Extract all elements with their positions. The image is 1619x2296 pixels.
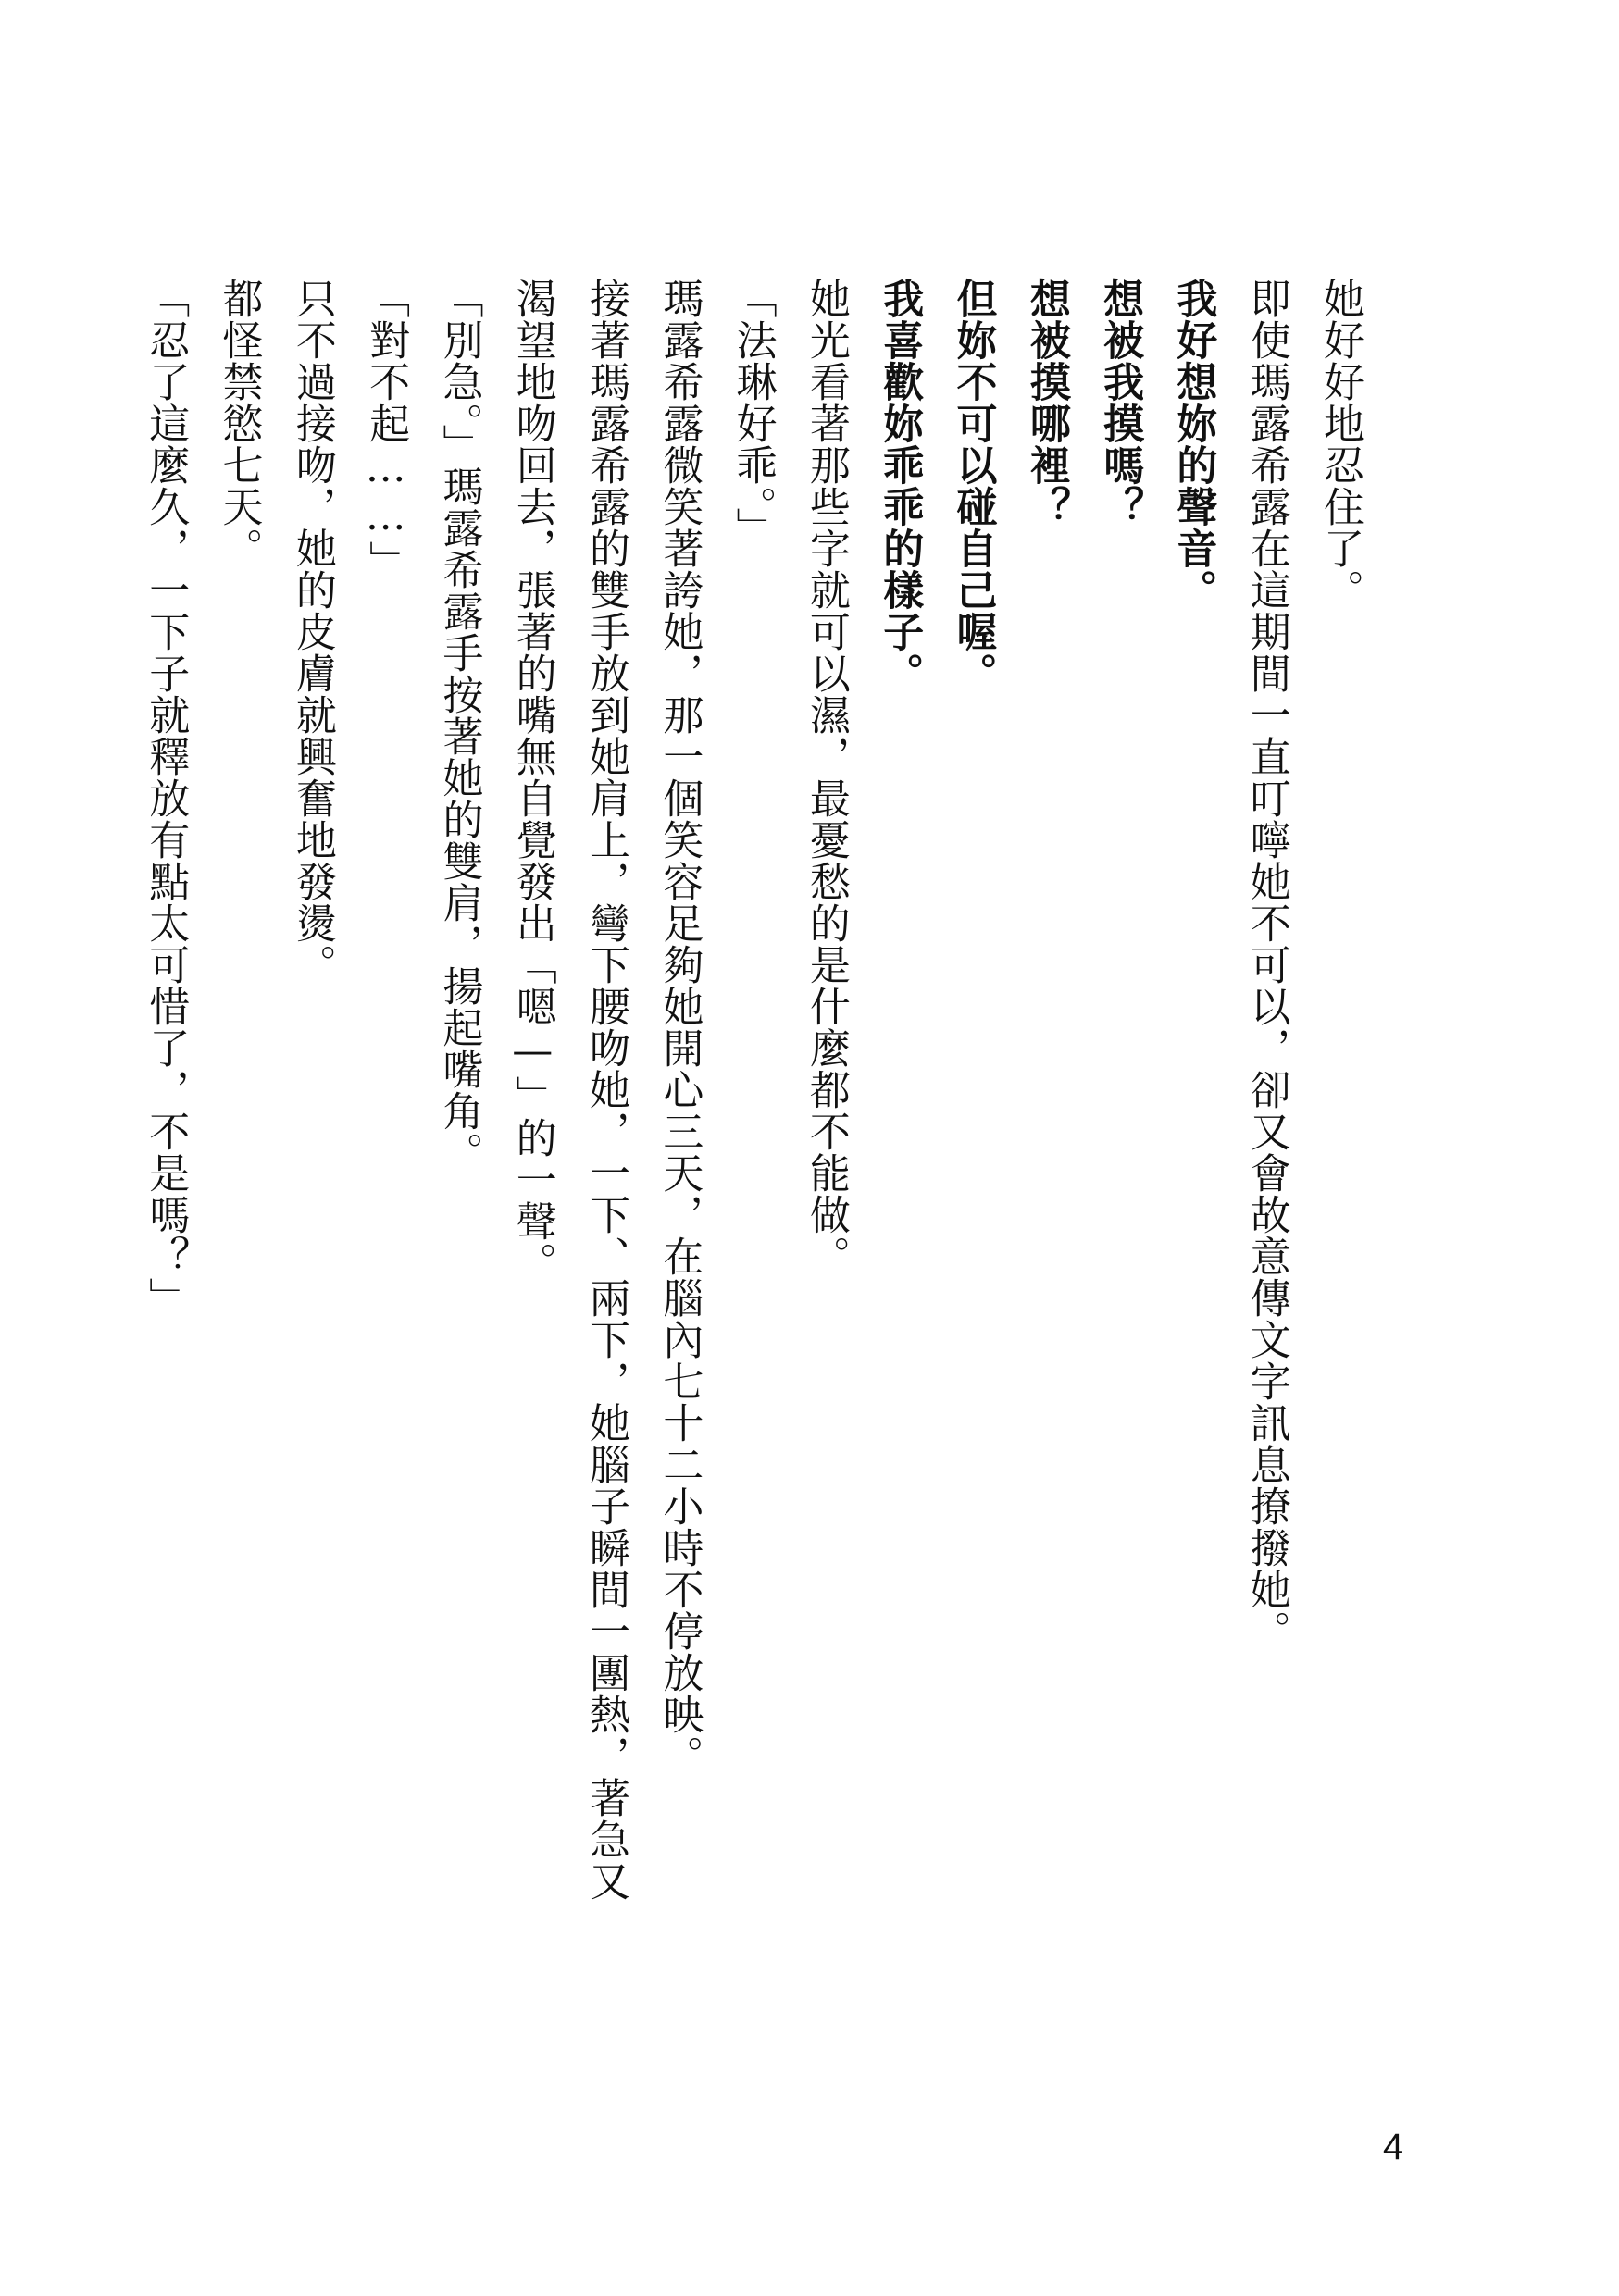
text-line: 想被摸哪裡？ bbox=[1022, 278, 1070, 527]
text-line: 都怪禁慾七天。 bbox=[215, 278, 263, 569]
text-line: 接著瑪露希露的雙手放到她肩上，彎下腰吻她，一下、兩下，她腦子瞬間一團熱，著急又 bbox=[582, 278, 630, 1902]
vertical-text-body bbox=[129, 278, 1376, 2008]
text-line: 「法琳好乖。」 bbox=[729, 278, 777, 549]
text-line: 我喜歡妳乖乖的樣子。 bbox=[876, 278, 924, 694]
text-line: 渴望地吻回去，張著的嘴無自覺發出「嗯—」的一聲。 bbox=[508, 278, 556, 1284]
text-line: 我好想妳的聲音。 bbox=[1169, 278, 1217, 611]
text-line: 但妳不可以碰自己喔。 bbox=[949, 278, 997, 694]
text-line: 「忍了這麼久，一下子就釋放有點太可惜了，不是嗎？」 bbox=[142, 278, 190, 1319]
page-number: 4 bbox=[1382, 2127, 1404, 2167]
text-line: 她好好地忍住了。 bbox=[1316, 278, 1364, 611]
text-line: 想被我摸嗎？ bbox=[1096, 278, 1144, 527]
text-line: 「別急。」瑪露希露手按著她的雙肩，揚起嘴角。 bbox=[435, 278, 483, 1173]
text-line: 瑪露希露微笑著誇她，那一個笑容足夠她開心三天，在腦內七十二小時不停放映。 bbox=[655, 278, 704, 1777]
text-line: 即使瑪露希露在這期間一直叮嚀她不可以，卻又會故意傳文字訊息撩撥她。 bbox=[1242, 278, 1290, 1652]
text-line: 她光看著那些字就可以濕，最憂愁的是什麼都不能做。 bbox=[802, 278, 850, 1277]
text-line: 「對不起……」 bbox=[362, 278, 410, 582]
text-line: 只不過接吻，她的皮膚就興奮地發燙。 bbox=[288, 278, 336, 986]
